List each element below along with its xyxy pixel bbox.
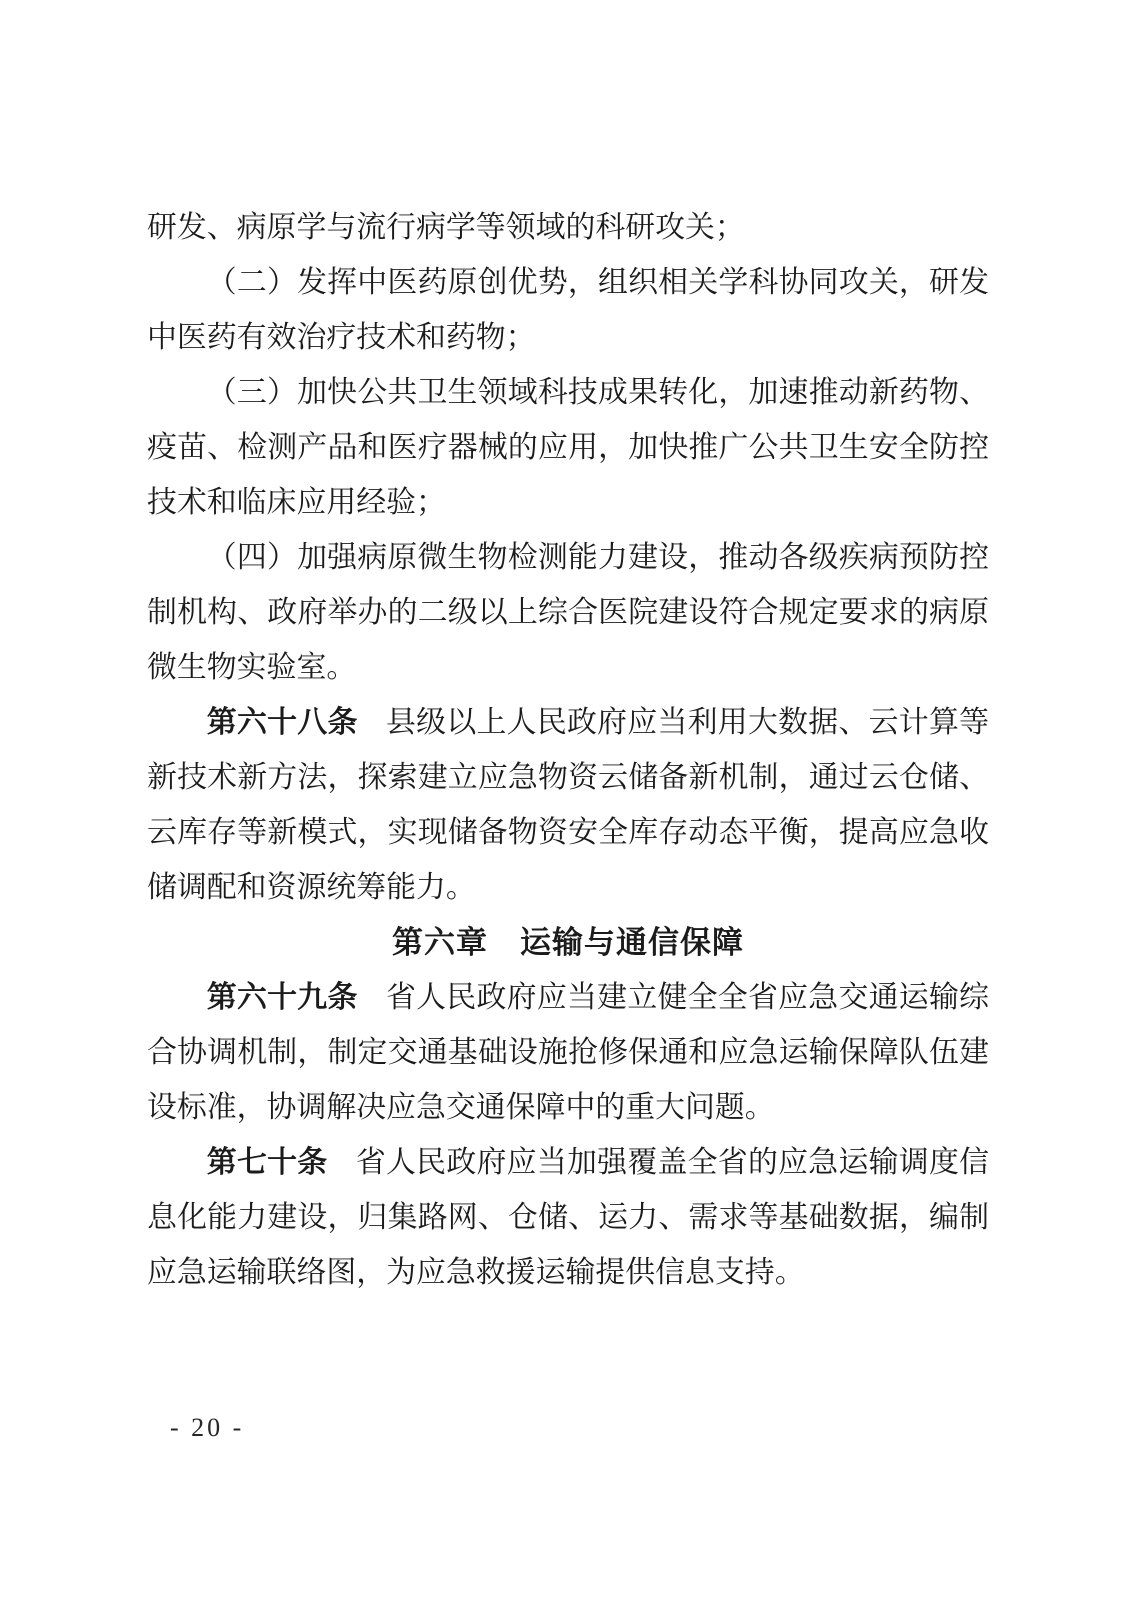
article-70-paragraph — [147, 1135, 989, 1300]
item-paragraph-2: （二）发挥中医药原创优势，组织相关学科协同攻关，研发中医药有效治疗技术和药物； — [147, 266, 989, 354]
article-68-paragraph — [147, 695, 989, 915]
page-number: - 20 - — [170, 1413, 245, 1442]
chapter-6-heading: 第六章 运输与通信保障 — [392, 925, 744, 960]
item-paragraph-4: （四）加强病原微生物检测能力建设，推动各级疾病预防控制机构、政府举办的二级以上综合医院建设符合规定要求的病原微生物实验室。 — [147, 541, 989, 684]
paragraph-continuation: 研发、病原学与流行病学等领域的科研攻关； — [147, 211, 745, 244]
article-text: 省人民政府应当加强覆盖全省的应急运输调度信息化能力建设，归集路网、仓储、运力、需求等基础数据，编制应急运输联络图，为应急救援运输提供信息支持。 — [147, 1146, 990, 1289]
article-69-paragraph — [147, 970, 989, 1135]
article-text: 省人民政府应当建立健全全省应急交通运输综合协调机制，制定交通基础设施抢修保通和应急运输保障队伍建设标准，协调解决应急交通保障中的重大问题。 — [147, 981, 990, 1124]
article-number: 第六十八条 — [206, 706, 358, 739]
article-number: 第七十条 — [206, 1146, 328, 1179]
item-paragraph-3: （三）加快公共卫生领域科技成果转化，加速推动新药物、疫苗、检测产品和医疗器械的应用，加快推广公共卫生安全防控技术和临床应用经验； — [147, 376, 989, 519]
article-text: 县级以上人民政府应当利用大数据、云计算等新技术新方法，探索建立应急物资云储备新机制，通过云仓储、云库存等新模式，实现储备物资安全库存动态平衡，提高应急收储调配和资源统筹能力。 — [147, 706, 990, 904]
body-text — [147, 200, 989, 1300]
article-number: 第六十九条 — [206, 981, 358, 1014]
